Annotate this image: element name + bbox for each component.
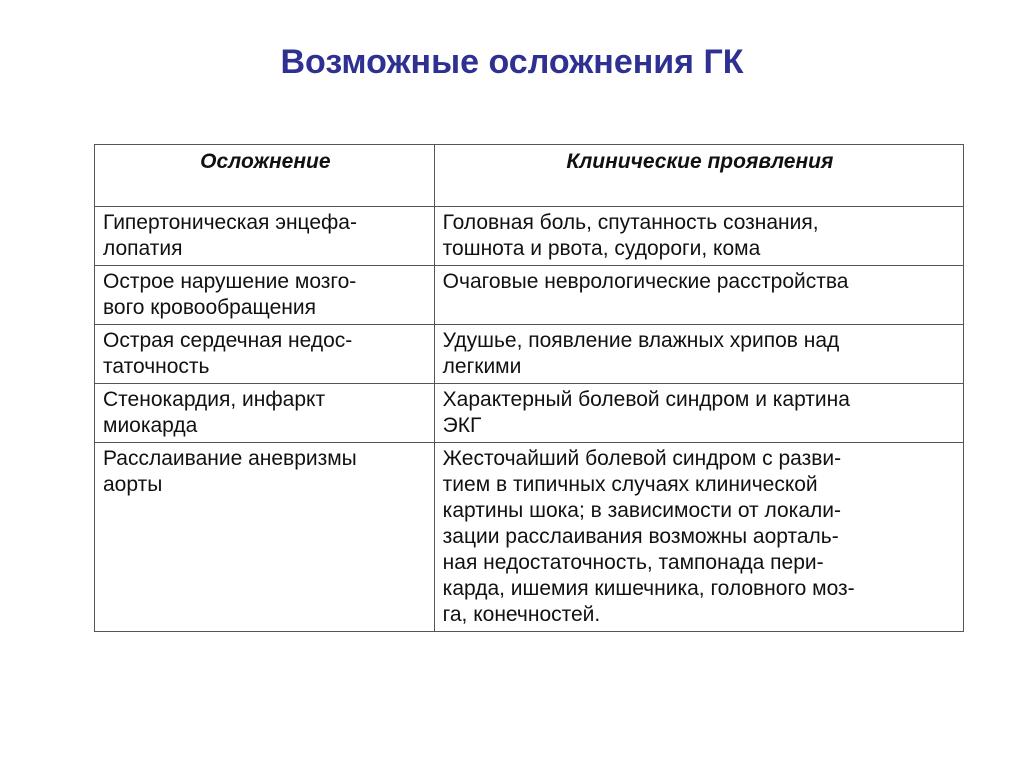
complication-cell: Острая сердечная недос- таточность xyxy=(95,325,435,384)
slide-title: Возможные осложнения ГК xyxy=(280,43,744,81)
table-row xyxy=(95,266,964,325)
header-manifestations: Клинические проявления xyxy=(434,145,963,207)
manifestation-cell: Жесточайший болевой синдром с разви- тием в типичных случаях клинической картины шока; в зависимости от локали- зации расслаивания возможны аорталь- ная недостаточность, тампонада пери- карда, ишемия кишечника, головного моз- га, конечностей. xyxy=(434,443,963,632)
table-row xyxy=(95,443,964,632)
manifestation-cell: Очаговые неврологические расстройства xyxy=(434,266,963,325)
manifestation-cell: Головная боль, спутанность сознания, тошнота и рвота, судороги, кома xyxy=(434,207,963,266)
complication-cell: Расслаивание аневризмы аорты xyxy=(95,443,435,632)
header-complication: Осложнение xyxy=(95,145,435,207)
table-row xyxy=(95,384,964,443)
table-row xyxy=(95,325,964,384)
complications-table xyxy=(94,144,964,632)
table-header-row xyxy=(95,145,964,207)
complication-cell: Острое нарушение мозго- вого кровообращения xyxy=(95,266,435,325)
complication-cell: Гипертоническая энцефа- лопатия xyxy=(95,207,435,266)
table-row xyxy=(95,207,964,266)
manifestation-cell: Характерный болевой синдром и картина ЭКГ xyxy=(434,384,963,443)
manifestation-cell: Удушье, появление влажных хрипов над легкими xyxy=(434,325,963,384)
complication-cell: Стенокардия, инфаркт миокарда xyxy=(95,384,435,443)
